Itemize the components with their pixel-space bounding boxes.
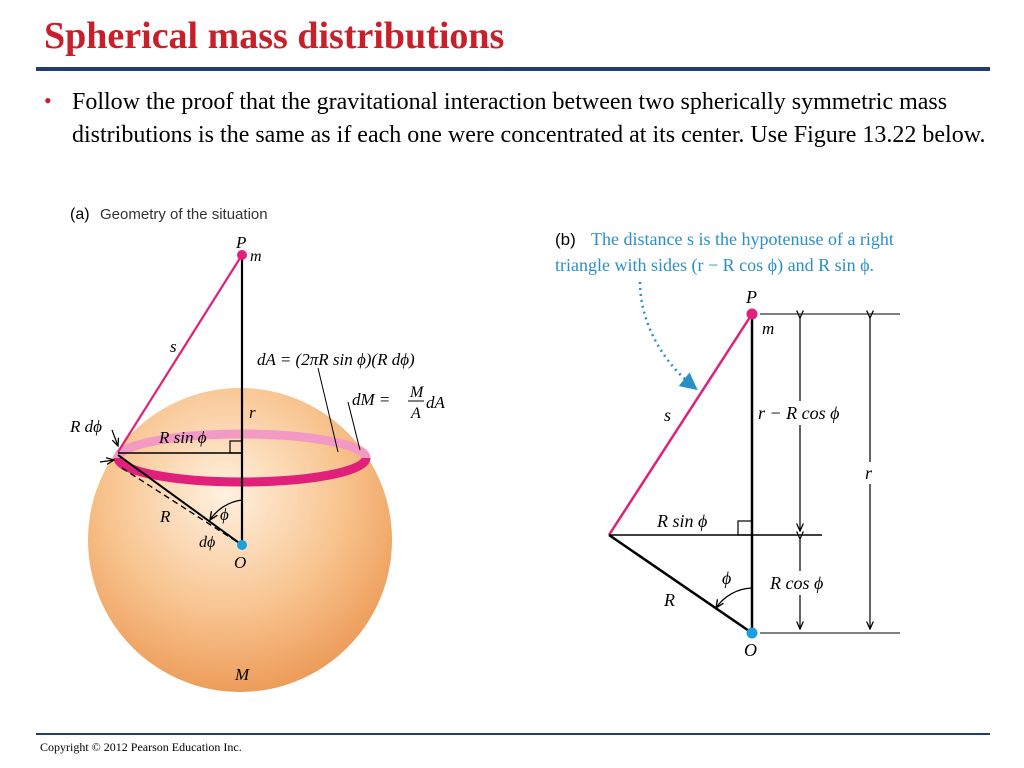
- label-R-a: R: [160, 507, 171, 526]
- label-phi-b: ϕ: [722, 568, 732, 588]
- label-Rsinphi-a: R sin ϕ: [159, 428, 207, 447]
- footer-divider: [36, 733, 990, 735]
- label-dM-rhs: dA: [426, 393, 445, 412]
- label-R-b: R: [664, 590, 675, 610]
- phi-arc-b: [716, 588, 752, 608]
- label-r-b: r: [865, 463, 873, 483]
- fig-a-caption: Geometry of the situation: [100, 206, 268, 223]
- label-s-a: s: [170, 337, 177, 356]
- rdphi-tick-top: [112, 430, 118, 446]
- fig-b-caption-line1: The distance s is the hypotenuse of a right: [591, 229, 894, 249]
- slide-title: Spherical mass distributions: [44, 15, 505, 57]
- caption-pointer: [640, 282, 695, 388]
- label-dM-den: A: [411, 405, 421, 422]
- label-P-a: P: [236, 233, 247, 252]
- bullet-text: Follow the proof that the gravitational interaction between two spherically symmetric mass distributions is the same as if each one were concentrated at its center. Use Figure 13.22 below.: [72, 89, 986, 148]
- point-O-b: [747, 628, 758, 639]
- label-P-b: P: [746, 287, 757, 307]
- label-Rcosphi-b: R cos ϕ: [770, 573, 824, 593]
- point-O-a: [237, 540, 247, 550]
- label-O-a: O: [234, 553, 247, 572]
- label-dphi: dϕ: [199, 534, 216, 551]
- label-m-b: m: [762, 319, 775, 338]
- label-m-a: m: [250, 248, 262, 265]
- point-P-b: [747, 309, 758, 320]
- label-dA: dA = (2πR sin ϕ)(R dϕ): [257, 350, 415, 369]
- fig-b-tag: (b): [555, 230, 576, 249]
- label-Rsinphi-b: R sin ϕ: [657, 511, 708, 531]
- label-r-minus: r − R cos ϕ: [758, 403, 840, 423]
- label-Rdphi: R dϕ: [70, 417, 102, 436]
- fig-a-tag: (a): [70, 206, 90, 223]
- label-s-b: s: [664, 405, 672, 425]
- figure-b: [555, 229, 900, 660]
- label-O-b: O: [744, 640, 757, 660]
- fig-b-caption-line2: triangle with sides (r − R cos ϕ) and R sin ϕ.: [555, 255, 875, 275]
- bullet-marker: •: [44, 88, 52, 113]
- label-r-a: r: [249, 403, 256, 422]
- s-line-b: [609, 314, 752, 535]
- label-phi-a: ϕ: [220, 505, 229, 524]
- figure-a: [69, 206, 446, 692]
- label-dM-num: M: [410, 384, 424, 401]
- label-dM-lhs: dM =: [352, 390, 391, 409]
- copyright-notice: Copyright © 2012 Pearson Education Inc.: [40, 740, 242, 754]
- right-angle-b: [738, 521, 752, 535]
- label-M: M: [235, 665, 250, 684]
